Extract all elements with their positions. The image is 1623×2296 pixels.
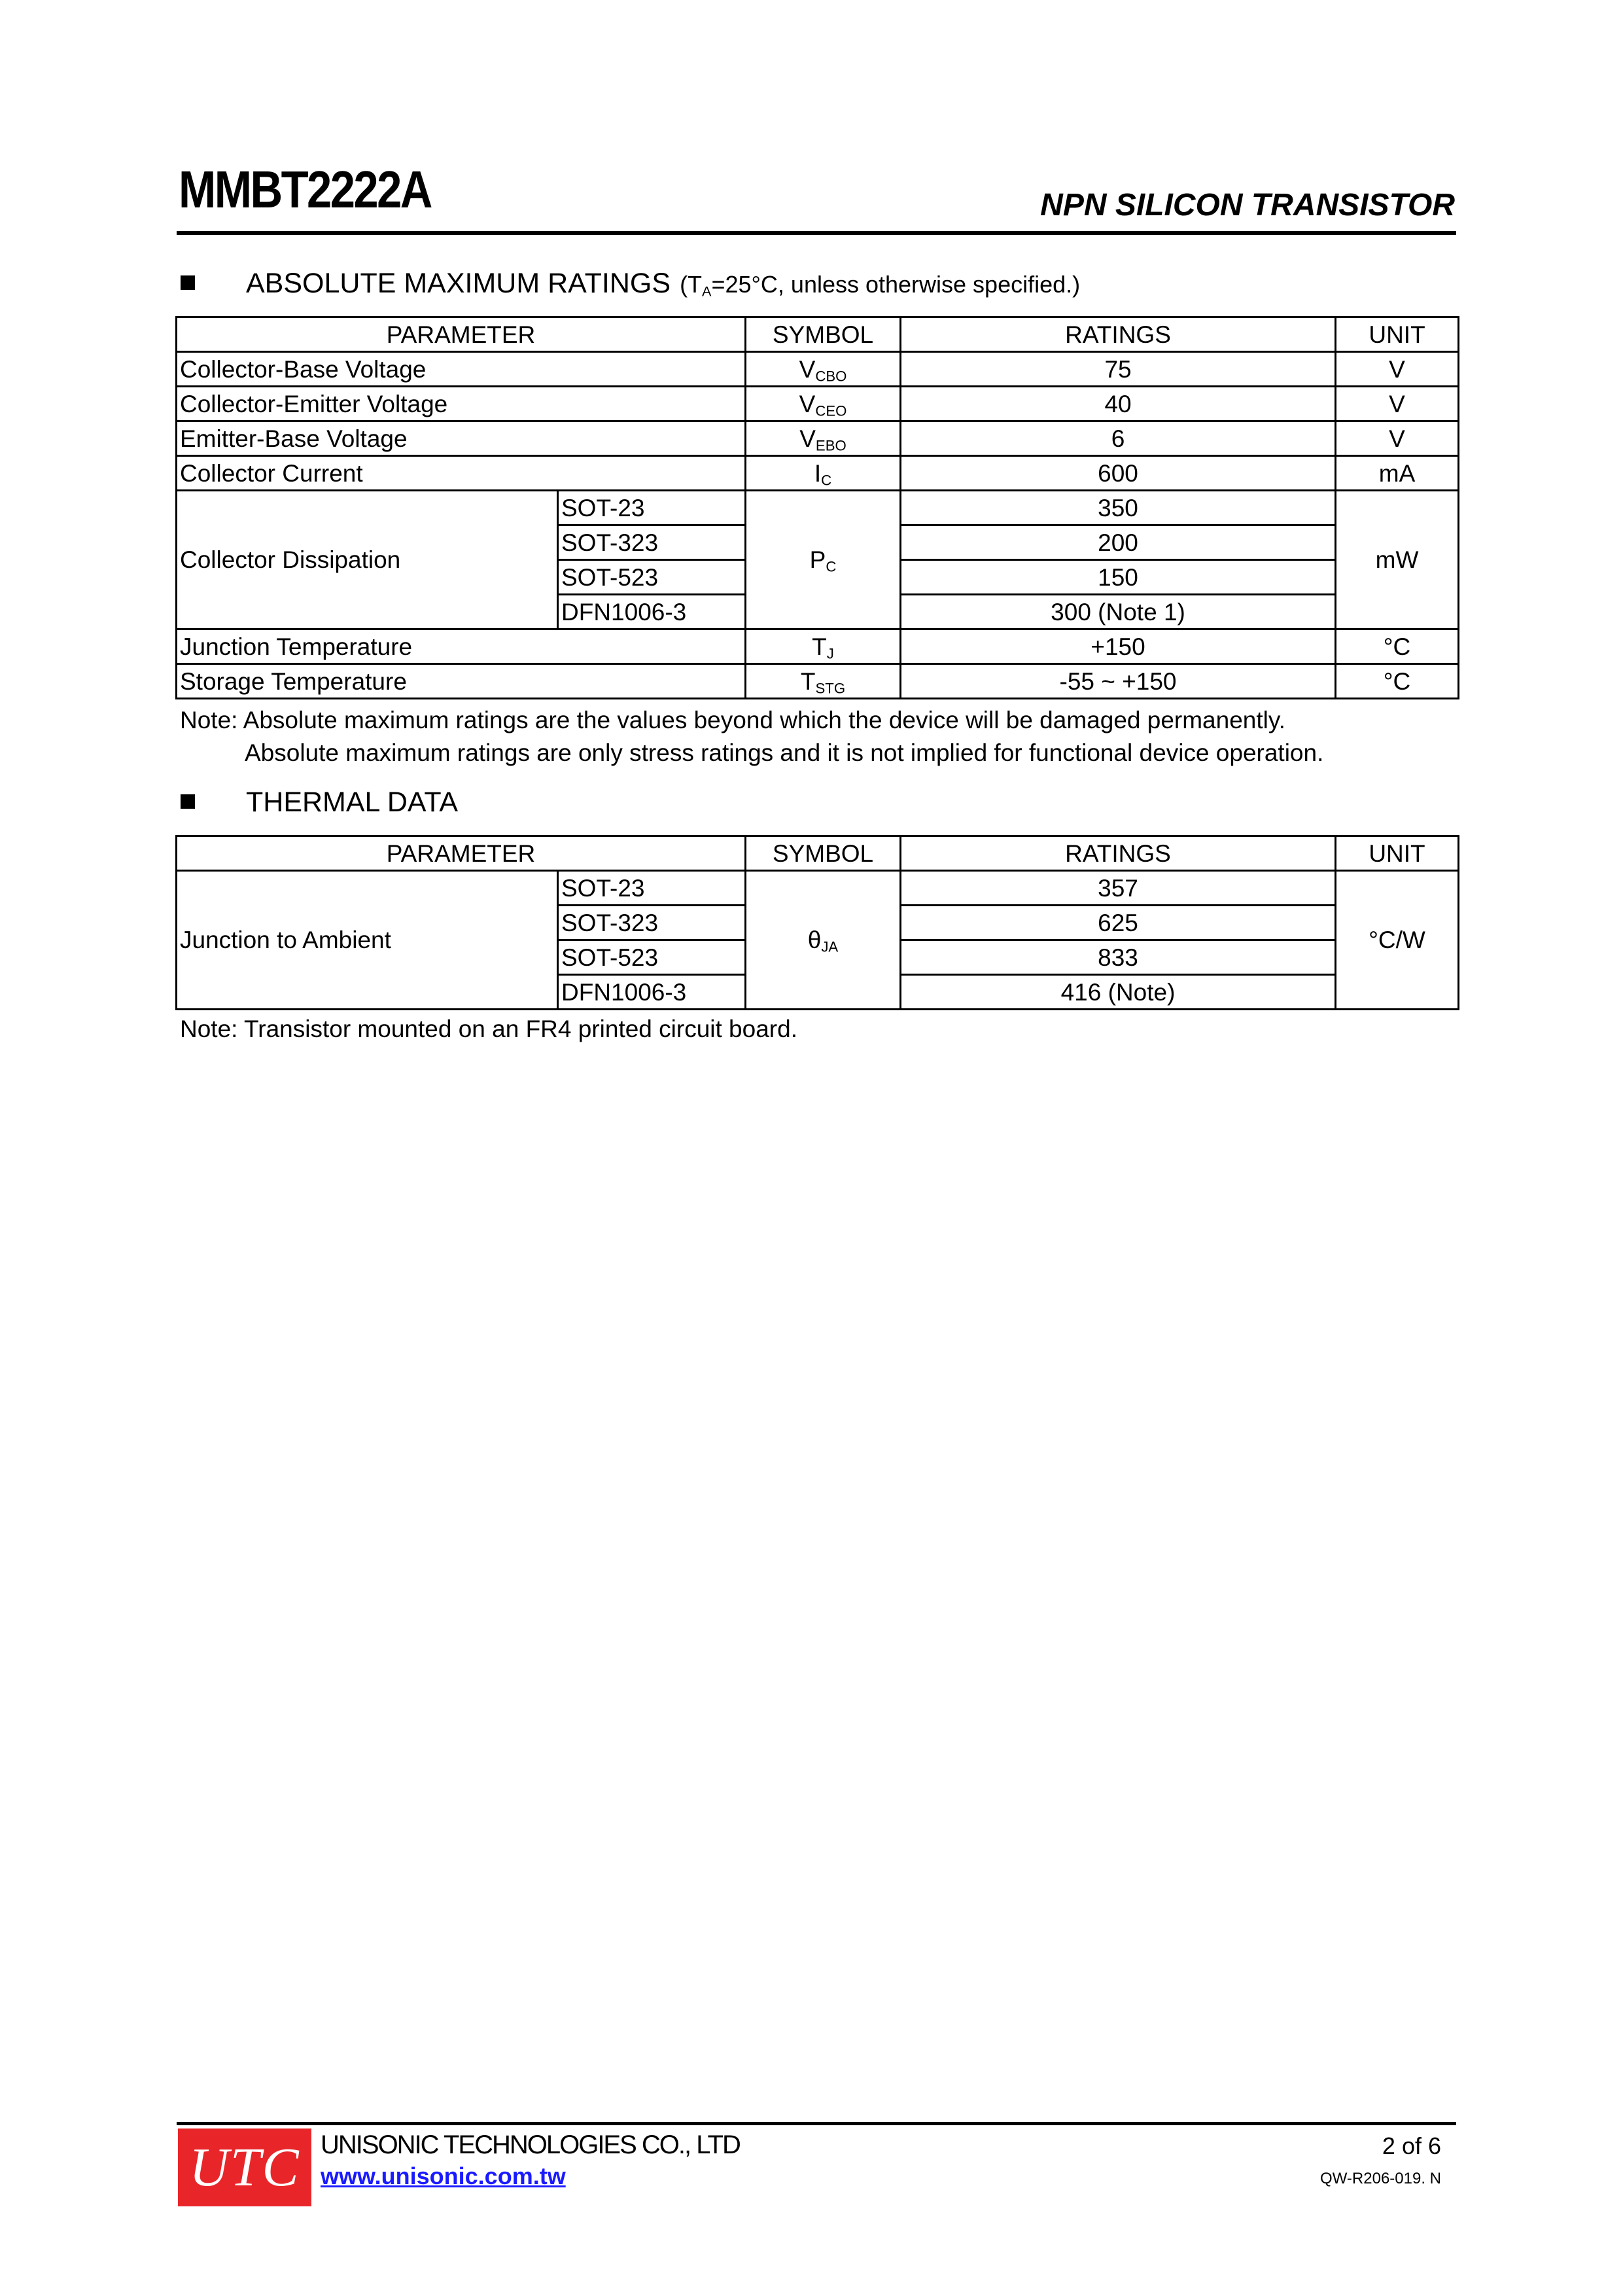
table-row: [177, 421, 1459, 456]
symbol-cell: $V_{CEO}$: [746, 387, 901, 421]
square-bullet-icon: [181, 794, 195, 809]
rating-cell: 833: [901, 940, 1336, 975]
symbol-cell: $I_C$: [746, 456, 901, 491]
parameter-cell: Junction Temperature: [177, 629, 746, 664]
document-code: QW-R206-019. N: [1320, 2170, 1441, 2187]
rating-cell: 40: [901, 387, 1336, 421]
utc-logo: [178, 2128, 311, 2206]
header-symbol: SYMBOL: [746, 317, 901, 352]
unit-cell: mA: [1336, 456, 1459, 491]
header-symbol: SYMBOL: [746, 836, 901, 871]
parameter-cell: Collector Dissipation: [177, 491, 558, 629]
rating-cell: 416 (Note): [901, 975, 1336, 1010]
symbol-cell: $T_J$: [746, 629, 901, 664]
rating-cell: +150: [901, 629, 1336, 664]
rating-cell: 357: [901, 871, 1336, 906]
unit-cell: mW: [1336, 491, 1459, 629]
abs-max-heading: [181, 270, 1080, 298]
table-row: [177, 456, 1459, 491]
abs-max-table: [175, 316, 1459, 699]
symbol-cell: $V_{EBO}$: [746, 421, 901, 456]
package-cell: SOT-523: [558, 940, 746, 975]
thermal-title: THERMAL DATA: [246, 786, 459, 818]
header-divider: [177, 231, 1456, 235]
package-cell: DFN1006-3: [558, 975, 746, 1010]
parameter-cell: Collector-Emitter Voltage: [177, 387, 746, 421]
table-header-row: [177, 317, 1459, 352]
symbol-cell: $\theta_{JA}$: [746, 871, 901, 1010]
table-row: [177, 491, 1459, 525]
rating-cell: 625: [901, 906, 1336, 940]
abs-max-title: ABSOLUTE MAXIMUM RATINGS: [246, 268, 671, 299]
unit-cell: V: [1336, 352, 1459, 387]
parameter-cell: Collector Current: [177, 456, 746, 491]
header-parameter: PARAMETER: [177, 836, 746, 871]
package-cell: SOT-23: [558, 871, 746, 906]
utc-logo-text: UTC: [189, 2136, 300, 2198]
unit-cell: °C: [1336, 664, 1459, 699]
rating-cell: 300 (Note 1): [901, 595, 1336, 629]
parameter-cell: Junction to Ambient: [177, 871, 558, 1010]
table-row: [177, 352, 1459, 387]
package-cell: SOT-23: [558, 491, 746, 525]
abs-max-note-line2: Absolute maximum ratings are only stress ratings and it is not implied for functional device operation.: [245, 739, 1324, 766]
table-header-row: [177, 836, 1459, 871]
thermal-table: [175, 835, 1459, 1010]
table-row: [177, 387, 1459, 421]
table-row: [177, 871, 1459, 906]
thermal-note: Note: Transistor mounted on an FR4 printed circuit board.: [180, 1016, 797, 1042]
rating-cell: 75: [901, 352, 1336, 387]
header-ratings: RATINGS: [901, 317, 1336, 352]
unit-cell: V: [1336, 421, 1459, 456]
rating-cell: 6: [901, 421, 1336, 456]
header-ratings: RATINGS: [901, 836, 1336, 871]
rating-cell: 200: [901, 525, 1336, 560]
thermal-heading: [181, 788, 458, 817]
unit-cell: V: [1336, 387, 1459, 421]
table-row: [177, 664, 1459, 699]
package-cell: SOT-323: [558, 906, 746, 940]
square-bullet-icon: [181, 275, 195, 290]
package-cell: SOT-523: [558, 560, 746, 595]
package-cell: DFN1006-3: [558, 595, 746, 629]
part-number: MMBT2222A: [179, 160, 431, 219]
abs-max-condition: ($T_A=25^\circ C$, unless otherwise specified.): [680, 271, 1081, 300]
unit-cell: °C: [1336, 629, 1459, 664]
symbol-cell: $T_{STG}$: [746, 664, 901, 699]
header-unit: UNIT: [1336, 836, 1459, 871]
company-website-link[interactable]: www.unisonic.com.tw: [321, 2163, 566, 2189]
rating-cell: 150: [901, 560, 1336, 595]
unit-cell: °C/W: [1336, 871, 1459, 1010]
header-parameter: PARAMETER: [177, 317, 746, 352]
company-name: UNISONIC TECHNOLOGIES CO., LTD: [321, 2130, 740, 2159]
rating-cell: 600: [901, 456, 1336, 491]
rating-cell: 350: [901, 491, 1336, 525]
abs-max-note-line1: Note: Absolute maximum ratings are the values beyond which the device will be damaged permanently.: [180, 707, 1285, 733]
parameter-cell: Storage Temperature: [177, 664, 746, 699]
document-type: NPN SILICON TRANSISTOR: [1040, 188, 1455, 222]
page-number: 2 of 6: [1382, 2132, 1441, 2159]
header-unit: UNIT: [1336, 317, 1459, 352]
rating-cell: -55 ~ +150: [901, 664, 1336, 699]
parameter-cell: Emitter-Base Voltage: [177, 421, 746, 456]
footer-divider: [177, 2122, 1456, 2125]
parameter-cell: Collector-Base Voltage: [177, 352, 746, 387]
symbol-cell: $V_{CBO}$: [746, 352, 901, 387]
symbol-cell: $P_C$: [746, 491, 901, 629]
package-cell: SOT-323: [558, 525, 746, 560]
table-row: [177, 629, 1459, 664]
